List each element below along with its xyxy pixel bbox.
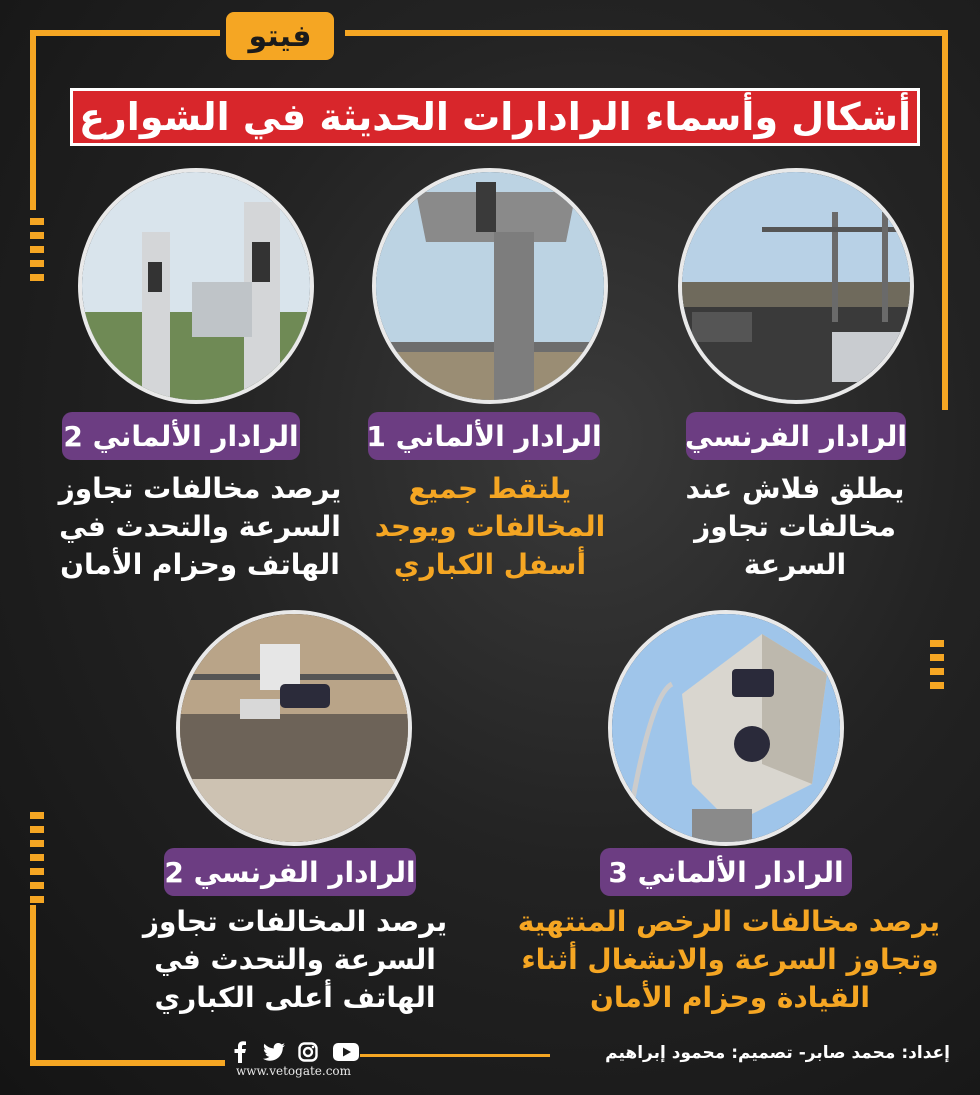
- radar-label-french-2: الرادار الفرنسي 2: [164, 848, 416, 896]
- page-title-text: أشكال وأسماء الرادارات الحديثة في الشوارع: [78, 95, 912, 139]
- radar-label-german-2: الرادار الألماني 2: [62, 412, 300, 460]
- radar-desc-german-1: يلتقط جميع المخالفات ويوجد أسفل الكباري: [374, 472, 606, 581]
- frame-line-top: [30, 30, 220, 36]
- website-url[interactable]: www.vetogate.com: [236, 1064, 352, 1078]
- frame-line-right: [942, 30, 948, 410]
- frame-line-bottom-left: [30, 905, 36, 1065]
- radar-desc-french-2: يرصد المخالفات تجاوز السرعة والتحدث في الهاتف أعلى الكباري: [142, 905, 448, 1014]
- frame-line-left: [30, 30, 36, 210]
- facebook-icon[interactable]: [228, 1040, 252, 1064]
- frame-line-bottom: [30, 1060, 225, 1066]
- footer-credit: إعداد: محمد صابر- تصميم: محمود إبراهيم: [605, 1043, 950, 1063]
- radar-photo-german-2: [78, 168, 314, 404]
- radar-desc-german-3: يرصد مخالفات الرخص المنتهية وتجاوز السرعة والانشغال أثناء القيادة وحزام الأمان: [517, 905, 940, 1014]
- radar-photo-french-2: [176, 610, 412, 846]
- frame-line-top-right: [345, 30, 948, 36]
- twitter-icon[interactable]: [262, 1040, 286, 1064]
- radar-desc-german-2: يرصد مخالفات تجاوز السرعة والتحدث في الهاتف وحزام الأمان: [58, 472, 342, 581]
- footer-divider: [360, 1054, 550, 1057]
- instagram-icon[interactable]: [296, 1040, 320, 1064]
- radar-photo-german-3: [608, 610, 844, 846]
- radar-photo-french: [678, 168, 914, 404]
- youtube-icon[interactable]: [332, 1040, 360, 1064]
- radar-label-german-3: الرادار الألماني 3: [600, 848, 852, 896]
- radar-label-french: الرادار الفرنسي: [686, 412, 906, 460]
- brand-logo: فيتو: [226, 12, 334, 60]
- radar-desc-french: يطلق فلاش عند مخالفات تجاوز السرعة: [685, 472, 905, 581]
- radar-label-german-1: الرادار الألماني 1: [368, 412, 600, 460]
- page-title: [70, 88, 920, 146]
- radar-photo-german-1: [372, 168, 608, 404]
